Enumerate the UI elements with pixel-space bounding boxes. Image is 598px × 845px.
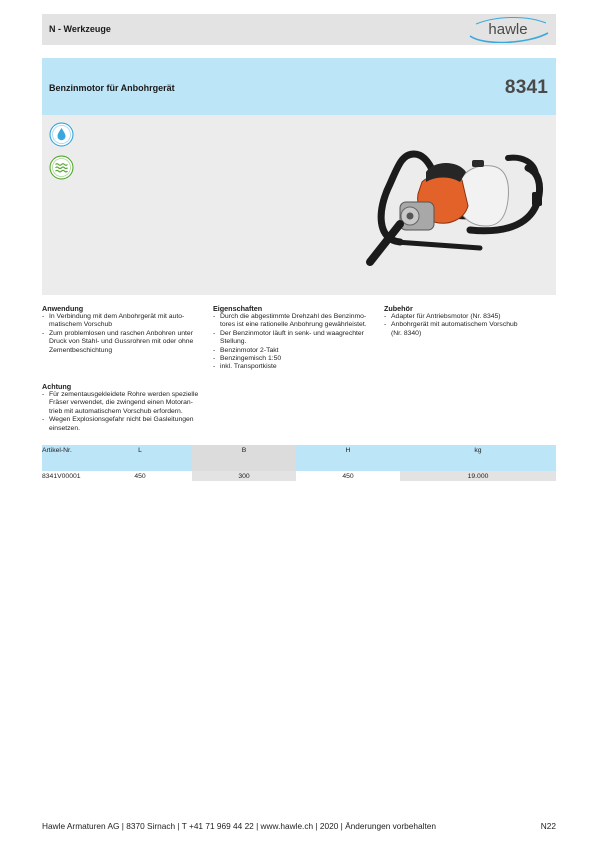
- logo-text: hawle: [488, 21, 528, 38]
- cell-l: 450: [134, 473, 146, 480]
- product-title-bar: [42, 58, 556, 115]
- eigenschaften-list: [213, 313, 381, 372]
- column-header-b: B: [192, 445, 296, 471]
- footer-company-info: Hawle Armaturen AG | 8370 Sirnach | T +41 71 969 44 22 | www.hawle.ch | 2020 | Änderungen vorbehalten: [42, 821, 436, 831]
- list-item: - Adapter für Antriebsmotor (Nr. 8345): [384, 313, 552, 321]
- zubehoer-list: [384, 313, 552, 338]
- table-header-row: [42, 445, 556, 471]
- list-item: - Benzinmotor 2-Takt: [213, 347, 381, 355]
- eigenschaften-heading: Eigenschaften: [213, 304, 263, 313]
- list-item: - Benzingemisch 1:50: [213, 355, 381, 363]
- column-header-l: L: [88, 445, 192, 471]
- cell-b: 300: [192, 471, 296, 481]
- hawle-logo: [466, 16, 550, 43]
- cell-kg: 19.000: [400, 471, 556, 481]
- list-item: - Wegen Explosionsgefahr nicht bei Gasleitungen einsetzen.: [42, 416, 210, 433]
- water-drop-icon: [49, 122, 74, 147]
- zubehoer-heading: Zubehör: [384, 304, 413, 313]
- list-item: - Zum problemlosen und raschen Anbohren unter Druck von Stahl- und Gussrohren mit oder ohne Zementbeschichtung: [42, 330, 210, 355]
- cell-artikel-nr: 8341V00001: [42, 473, 81, 480]
- wastewater-icon: [49, 155, 74, 180]
- list-item: - inkl. Transportkiste: [213, 363, 381, 371]
- column-header-kg: kg: [400, 445, 556, 471]
- header-bar: [42, 14, 556, 45]
- cell-h: 450: [342, 473, 354, 480]
- page-number: N22: [540, 821, 556, 831]
- section-anwendung: [42, 304, 210, 355]
- list-item: - Anbohrgerät mit automatischem Vorschub (Nr. 8340): [384, 321, 552, 338]
- table-row: [42, 471, 556, 481]
- list-item: - Der Benzinmotor läuft in senk- und waagrechter Stellung.: [213, 330, 381, 347]
- section-achtung: [42, 382, 210, 433]
- achtung-list: [42, 391, 210, 433]
- list-item: - In Verbindung mit dem Anbohrgerät mit auto- matischem Vorschub: [42, 313, 210, 330]
- section-zubehoer: [384, 304, 552, 338]
- list-item: - Für zementausgekleidete Rohre werden spezielle Fräser verwendet, die zwingend einen Motoran- trieb mit automatischem Vorschub erfordern.: [42, 391, 210, 416]
- product-image-area: [42, 115, 556, 295]
- column-header-h: H: [296, 445, 400, 471]
- list-item: - Durch die abgestimmte Drehzahl des Benzinmo- tores ist eine rationelle Anbohrung gewährleistet.: [213, 313, 381, 330]
- petrol-engine-product-image: [360, 130, 552, 280]
- anwendung-heading: Anwendung: [42, 304, 84, 313]
- section-title: N - Werkzeuge: [49, 24, 111, 34]
- column-header-artikel: Artikel-Nr.: [42, 445, 88, 471]
- achtung-heading: Achtung: [42, 382, 72, 391]
- section-eigenschaften: [213, 304, 381, 372]
- article-table: [42, 445, 556, 481]
- anwendung-list: [42, 313, 210, 355]
- product-title: Benzinmotor für Anbohrgerät: [49, 83, 175, 93]
- product-number: 8341: [504, 77, 548, 98]
